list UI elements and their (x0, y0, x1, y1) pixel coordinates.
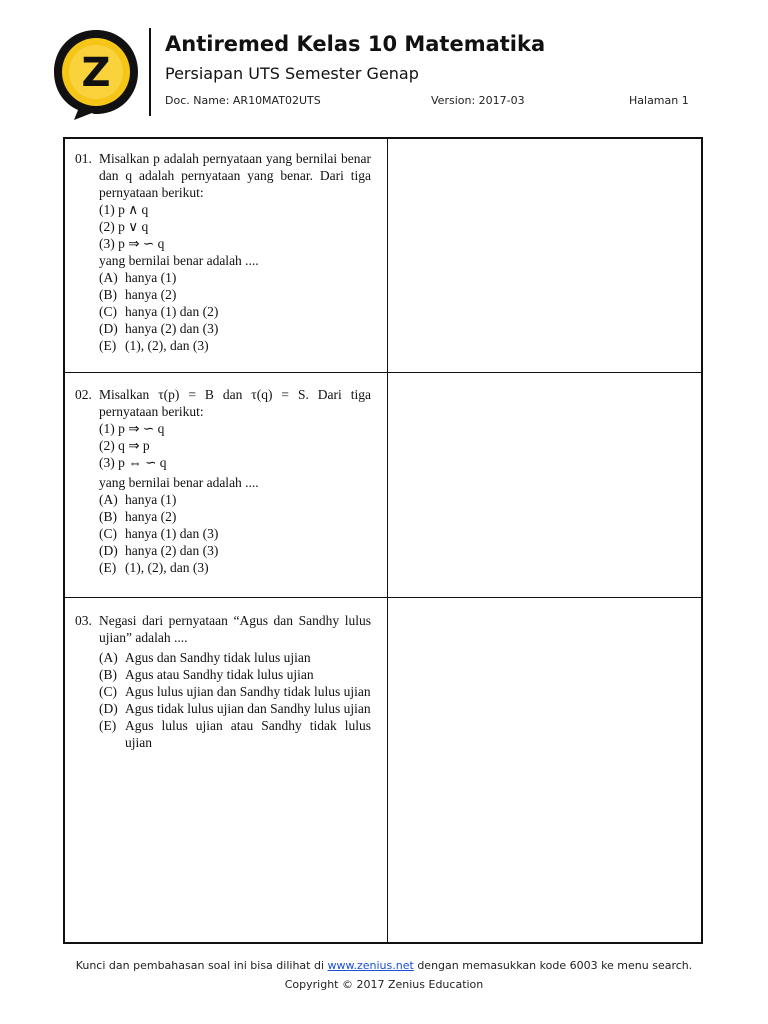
option-e: (E) (1), (2), dan (3) (99, 560, 209, 575)
footer-text-after: dengan memasukkan kode 6003 ke menu search. (417, 959, 693, 972)
doc-name: Doc. Name: AR10MAT02UTS (165, 94, 321, 107)
zenius-link[interactable]: www.zenius.net (327, 959, 414, 972)
option-c: (C) hanya (1) dan (2) (99, 304, 219, 319)
option-b: (B) hanya (2) (99, 287, 177, 302)
row-divider (65, 372, 701, 373)
option-c: (C) Agus lulus ujian dan Sandhy tidak lulus ujian (99, 684, 371, 699)
question-03 (75, 612, 371, 751)
option-b: (B) Agus atau Sandhy tidak lulus ujian (99, 667, 314, 682)
option-b: (B) hanya (2) (99, 509, 177, 524)
statement: (3) p ⇒ ∽ q (99, 236, 165, 251)
statement: (2) q ⇒ p (99, 438, 150, 453)
option-e: (E) Agus lulus ujian atau Sandhy tidak lulus ujian (99, 718, 371, 750)
option-a: (A) hanya (1) (99, 270, 177, 285)
question-number: 01. (75, 151, 92, 166)
row-divider (65, 597, 701, 598)
document-subtitle: Persiapan UTS Semester Genap (165, 64, 419, 83)
question-text: Misalkan p adalah pernyataan yang bernilai benar dan q adalah pernyataan yang benar. Dari tiga pernyataan berikut: (99, 151, 371, 200)
question-prompt: yang bernilai benar adalah .... (99, 253, 259, 268)
footer-note (0, 959, 768, 972)
question-number: 03. (75, 613, 92, 628)
option-d: (D) Agus tidak lulus ujian dan Sandhy lulus ujian (99, 701, 371, 716)
document-title: Antiremed Kelas 10 Matematika (165, 32, 546, 56)
header-divider (149, 28, 151, 116)
option-a: (A) hanya (1) (99, 492, 177, 507)
question-text: Negasi dari pernyataan “Agus dan Sandhy lulus ujian” adalah .... (99, 613, 371, 645)
question-01 (75, 150, 371, 354)
question-text: Misalkan τ(p) = B dan τ(q) = S. Dari tiga pernyataan berikut: (99, 387, 371, 419)
option-c: (C) hanya (1) dan (3) (99, 526, 219, 541)
option-d: (D) hanya (2) dan (3) (99, 321, 219, 336)
option-e: (E) (1), (2), dan (3) (99, 338, 209, 353)
option-a: (A) Agus dan Sandhy tidak lulus ujian (99, 650, 311, 665)
doc-version: Version: 2017-03 (431, 94, 525, 107)
statement: (1) p ∧ q (99, 202, 149, 217)
statement: (1) p ⇒ ∽ q (99, 421, 165, 436)
question-table (63, 137, 703, 944)
question-prompt: yang bernilai benar adalah .... (99, 475, 259, 490)
column-divider (387, 139, 388, 942)
question-02 (75, 386, 371, 576)
question-number: 02. (75, 387, 92, 402)
option-d: (D) hanya (2) dan (3) (99, 543, 219, 558)
zenius-logo (52, 28, 140, 120)
logo-letter: Z (81, 50, 111, 96)
page-number: Halaman 1 (629, 94, 689, 107)
footer-text-before: Kunci dan pembahasan soal ini bisa dilihat di (75, 959, 324, 972)
copyright: Copyright © 2017 Zenius Education (284, 978, 484, 991)
statement: (2) p ∨ q (99, 219, 149, 234)
statement: (3) p ⇔ ∽ q (99, 455, 167, 470)
